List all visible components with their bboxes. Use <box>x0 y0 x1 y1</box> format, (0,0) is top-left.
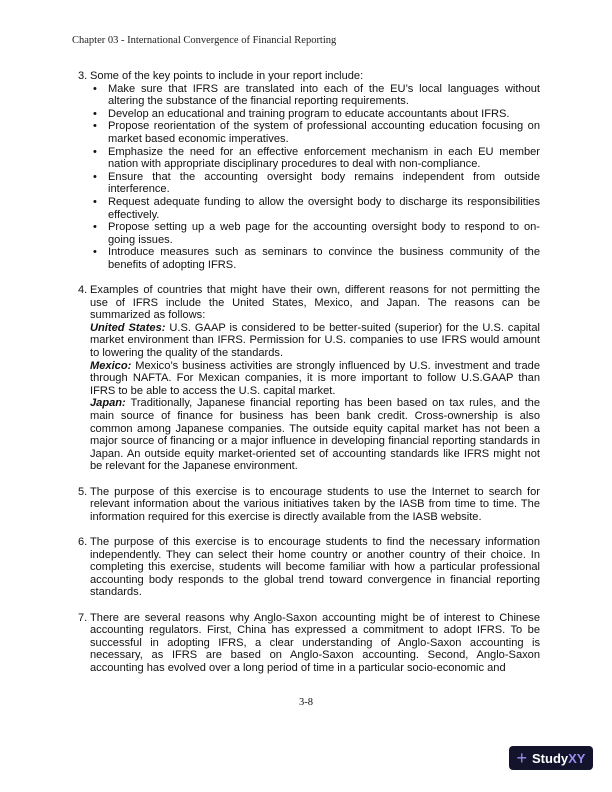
answer-4 <box>78 284 540 473</box>
bullet-icon: • <box>93 145 97 158</box>
list-item: • Propose setting up a web page for the accounting oversight body to respond to on-going issues. <box>93 221 540 246</box>
item-number: 4. <box>78 284 88 297</box>
country-label: United States: <box>90 321 166 334</box>
item-text: The purpose of this exercise is to encourage students to use the Internet to search for relevant information about the various initiatives taken by the IASB from time to time. The information required for this exercise is directly available from the IASB website. <box>90 485 540 523</box>
bullet-icon: • <box>93 246 97 259</box>
bullet-icon: • <box>93 107 97 120</box>
list-item: • Make sure that IFRS are translated into each of the EU’s local languages without altering the substance of the financial reporting requirements. <box>93 82 540 108</box>
item-number: 5. <box>78 485 88 498</box>
answer-5 <box>78 486 540 524</box>
item-number: 6. <box>78 535 88 548</box>
document-body <box>78 70 540 687</box>
country-mexico: Mexico: Mexico’s business activities are strongly influenced by U.S. investment and trade through NAFTA. For Mexican companies, it is more important to follow U.S.GAAP than IFRS to be able to access the U.S. capital market. <box>90 359 540 397</box>
item-intro: Some of the key points to include in your report include: <box>90 70 364 82</box>
country-us: United States: U.S. GAAP is considered to be better-suited (superior) for the U.S. capital market environment than IFRS. Permission for U.S. companies to use IFRS would amount to lowering the quality of the standards. <box>90 321 540 360</box>
bullet-icon: • <box>93 170 97 183</box>
item-text: The purpose of this exercise is to encourage students to find the necessary information independently. They can select their home country or another country of their choice. In completing this exercise, students will become familiar with how a particular professional accounting body responds to the global trend toward convergence in financial reporting standards. <box>90 535 540 599</box>
bullet-icon: • <box>93 120 97 133</box>
answer-7 <box>78 612 540 675</box>
answer-6 <box>78 536 540 599</box>
bullet-icon: • <box>93 195 97 208</box>
bullet-list <box>90 83 540 272</box>
country-japan: Japan: Traditionally, Japanese financial reporting has been based on tax rules, and the main source of finance for business has been bank credit. Cross-ownership is also common among Japanese companies. The outside equity capital market has not been a major source of financing or a major influence in developing financial reporting standards in Japan. An outside equity market-oriented set of accounting standards like IFRS might not be relevant for the Japanese environment. <box>90 397 540 473</box>
list-item: • Emphasize the need for an effective enforcement mechanism in each EU member nation with appropriate disciplinary procedures to deal with non-compliance. <box>93 145 540 171</box>
list-item: • Introduce measures such as seminars to convince the business community of the benefits of adopting IFRS. <box>93 246 540 271</box>
country-label: Japan: <box>90 397 126 410</box>
plus-icon: + <box>516 748 528 768</box>
item-number: 3. <box>78 70 88 82</box>
page-header: Chapter 03 - International Convergence of Financial Reporting <box>72 35 337 46</box>
list-item: • Develop an educational and training program to educate accountants about IFRS. <box>93 107 510 120</box>
studyxy-badge[interactable] <box>509 746 593 770</box>
item-intro: Examples of countries that might have their own, different reasons for not permitting the use of IFRS include the United States, Mexico, and Japan. The reasons can be summarized as follows: <box>90 284 540 322</box>
list-item: • Request adequate funding to allow the oversight body to discharge its responsibilities effectively. <box>93 195 540 221</box>
bullet-icon: • <box>93 82 97 95</box>
item-text: There are several reasons why Anglo-Saxon accounting might be of interest to Chinese accounting regulators. First, China has expressed a commitment to adopt IFRS. To be successful in adopting IFRS, a clear understanding of Anglo-Saxon accounting is necessary, as IFRS are based on Anglo-Saxon accounting. Second, Anglo-Saxon accounting has evolved over a long period of time in a particular socio-economic and <box>90 611 540 674</box>
answer-3 <box>78 70 540 272</box>
page-number: 3-8 <box>299 697 313 708</box>
badge-label: StudyXY <box>532 750 586 766</box>
bullet-icon: • <box>93 221 97 234</box>
item-number: 7. <box>78 611 88 624</box>
list-item: • Ensure that the accounting oversight body remains independent from outside interference. <box>93 170 540 196</box>
list-item: • Propose reorientation of the system of professional accounting education focusing on market based economic imperatives. <box>93 120 540 145</box>
country-label: Mexico: <box>90 359 132 372</box>
